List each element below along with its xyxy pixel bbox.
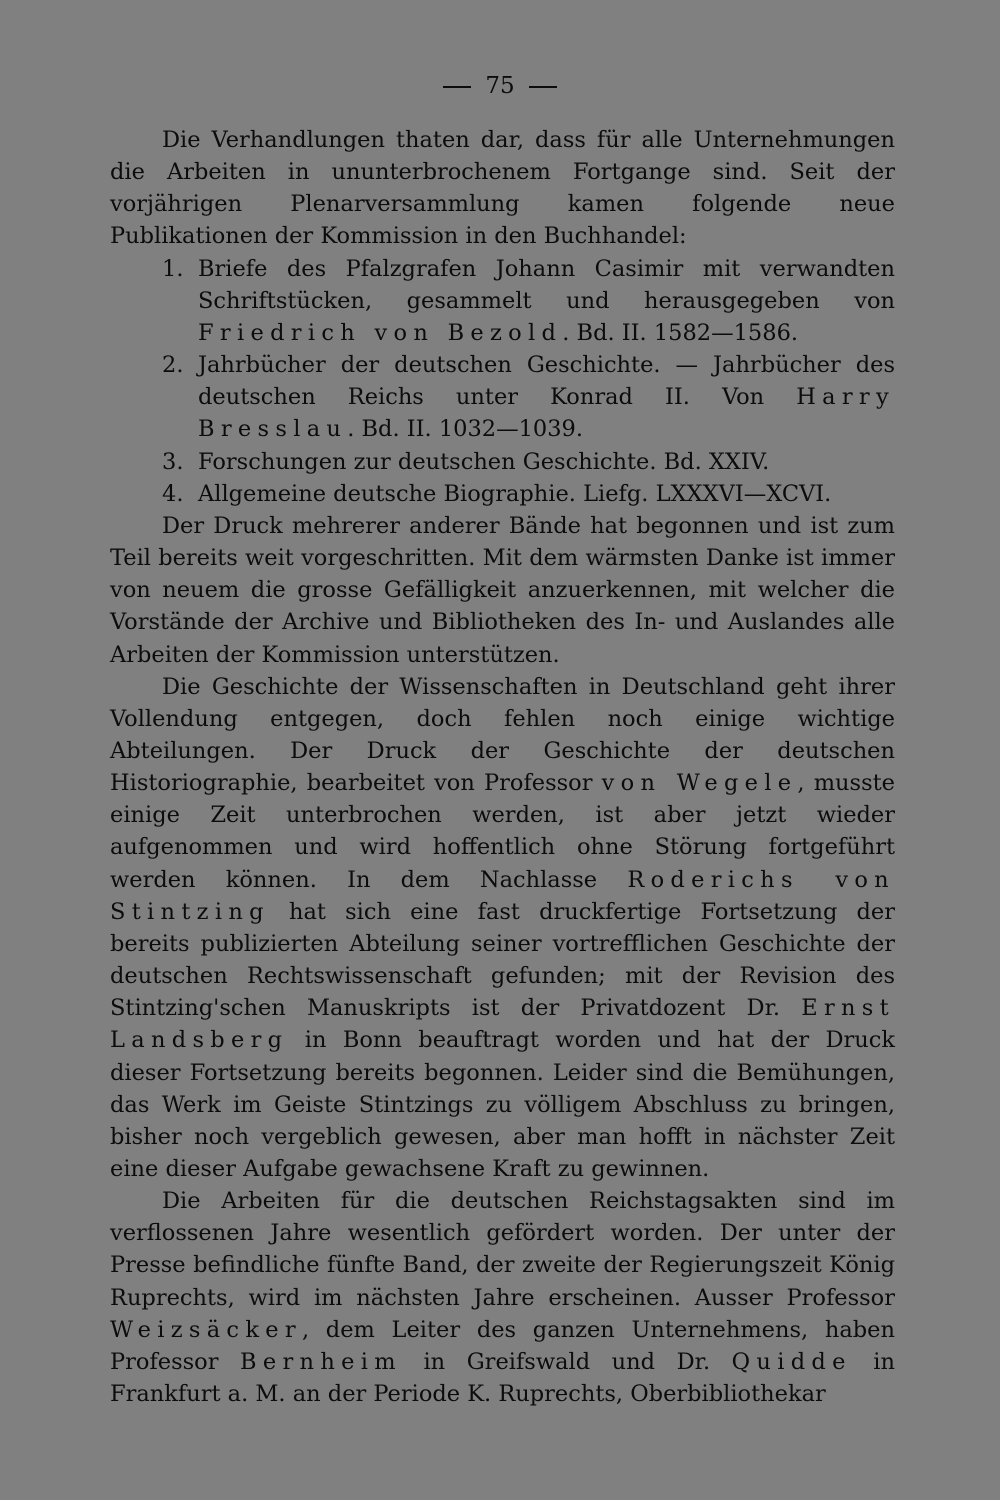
list-item — [110, 349, 895, 445]
list-item-text: Jahrbücher der deutschen Geschichte. — Jahrbücher des deutschen Reichs unter Konrad II. Von — [198, 352, 895, 411]
page-number-header — [0, 72, 1000, 100]
person-name: Quidde — [731, 1348, 852, 1375]
list-item-text-end: . Bd. II. 1582—1586. — [562, 319, 799, 346]
paragraph-text: in Greifswald und Dr. — [401, 1348, 732, 1375]
list-item-text: Allgemeine deutsche Biographie. Liefg. LXXXVI—XCVI. — [198, 480, 832, 507]
list-item — [110, 446, 895, 478]
paragraph-text: hat sich eine fast druckfertige Fortsetzung der bereits publizierten Abteilung seiner vortrefflichen Geschichte der deutschen Rechtswissenschaft gefunden; mit der Revision des Stintzing'schen Manuskripts ist der Privatdozent Dr. — [110, 898, 895, 1022]
list-item-text: Forschungen zur deutschen Geschichte. Bd. XXIV. — [198, 448, 770, 475]
list-item-number: 3. — [162, 448, 184, 475]
paragraph-printing: Der Druck mehrerer anderer Bände hat begonnen und ist zum Teil bereits weit vorgeschritten. Mit dem wärmsten Danke ist immer von neuem die grosse Gefälligkeit anzuerkennen, mit welcher die Vorstände der Archive und Bibliotheken des In- und Auslandes alle Arbeiten der Kommission unterstützen. — [110, 512, 895, 668]
paragraph-text: , musste einige Zeit unterbrochen werden, ist aber jetzt wieder aufgenommen und wird hoffentlich ohne Störung fortgeführt werden können. In dem Nachlasse — [110, 770, 895, 893]
paragraph-history-of-sciences — [110, 671, 895, 1186]
paragraph-intro: Die Verhandlungen thaten dar, dass für alle Unternehmungen die Arbeiten in ununterbrochenem Fortgange sind. Seit der vorjährigen Plenarversammlung kamen folgende neue Publikationen der Kommission in den Buchhandel: — [110, 127, 895, 250]
list-item-text-end: . Bd. II. 1032—1039. — [347, 416, 584, 443]
list-item-number: 1. — [162, 255, 184, 282]
author-name: Harry Bresslau — [198, 384, 895, 443]
list-item-number: 2. — [162, 352, 184, 379]
header-dash-right — [529, 86, 557, 88]
list-item — [110, 253, 895, 349]
author-name: Friedrich von Bezold — [198, 319, 563, 346]
paragraph-text: Die Arbeiten für die deutschen Reichstagsakten sind im verflossenen Jahre wesentlich gefördert worden. Der unter der Presse befindliche fünfte Band, der zweite der Regierungszeit König Ruprechts, wird im nächsten Jahre erscheinen. Ausser Professor — [110, 1188, 895, 1311]
page-number: 75 — [485, 73, 515, 99]
person-name: von Wegele — [601, 770, 798, 797]
person-name: Roderichs von Stintzing — [110, 866, 895, 925]
list-item-text: Briefe des Pfalzgrafen Johann Casimir mit verwandten Schriftstücken, gesammelt und herausgegeben von — [198, 255, 895, 314]
paragraph-text: , dem Leiter des ganzen Unternehmens, haben Professor — [110, 1316, 895, 1375]
paragraph-reichstagsakten — [110, 1185, 895, 1410]
person-name: Ernst Landsberg — [110, 995, 895, 1054]
person-name: Weizsäcker — [110, 1316, 302, 1343]
body-text — [110, 124, 895, 1410]
paragraph-text: in Bonn beauftragt worden und hat der Druck dieser Fortsetzung bereits begonnen. Leider sind die Bemühungen, das Werk im Geiste Stintzings zu völligem Abschluss zu bringen, bisher noch vergeblich gewesen, aber man hofft in nächster Zeit eine dieser Aufgabe gewachsene Kraft zu gewinnen. — [110, 1027, 895, 1182]
paragraph-text: in Frankfurt a. M. an der Periode K. Ruprechts, Oberbibliothekar — [110, 1348, 895, 1408]
header-dash-left — [443, 86, 471, 88]
paragraph-text: Die Geschichte der Wissenschaften in Deutschland geht ihrer Vollendung entgegen, doch fehlen noch einige wichtige Abteilungen. Der Druck der Geschichte der deutschen Historiographie, bearbeitet von Professor — [110, 673, 895, 797]
publication-list — [110, 253, 895, 510]
list-item — [110, 478, 895, 510]
list-item-number: 4. — [162, 480, 184, 507]
person-name: Bernheim — [240, 1348, 402, 1375]
